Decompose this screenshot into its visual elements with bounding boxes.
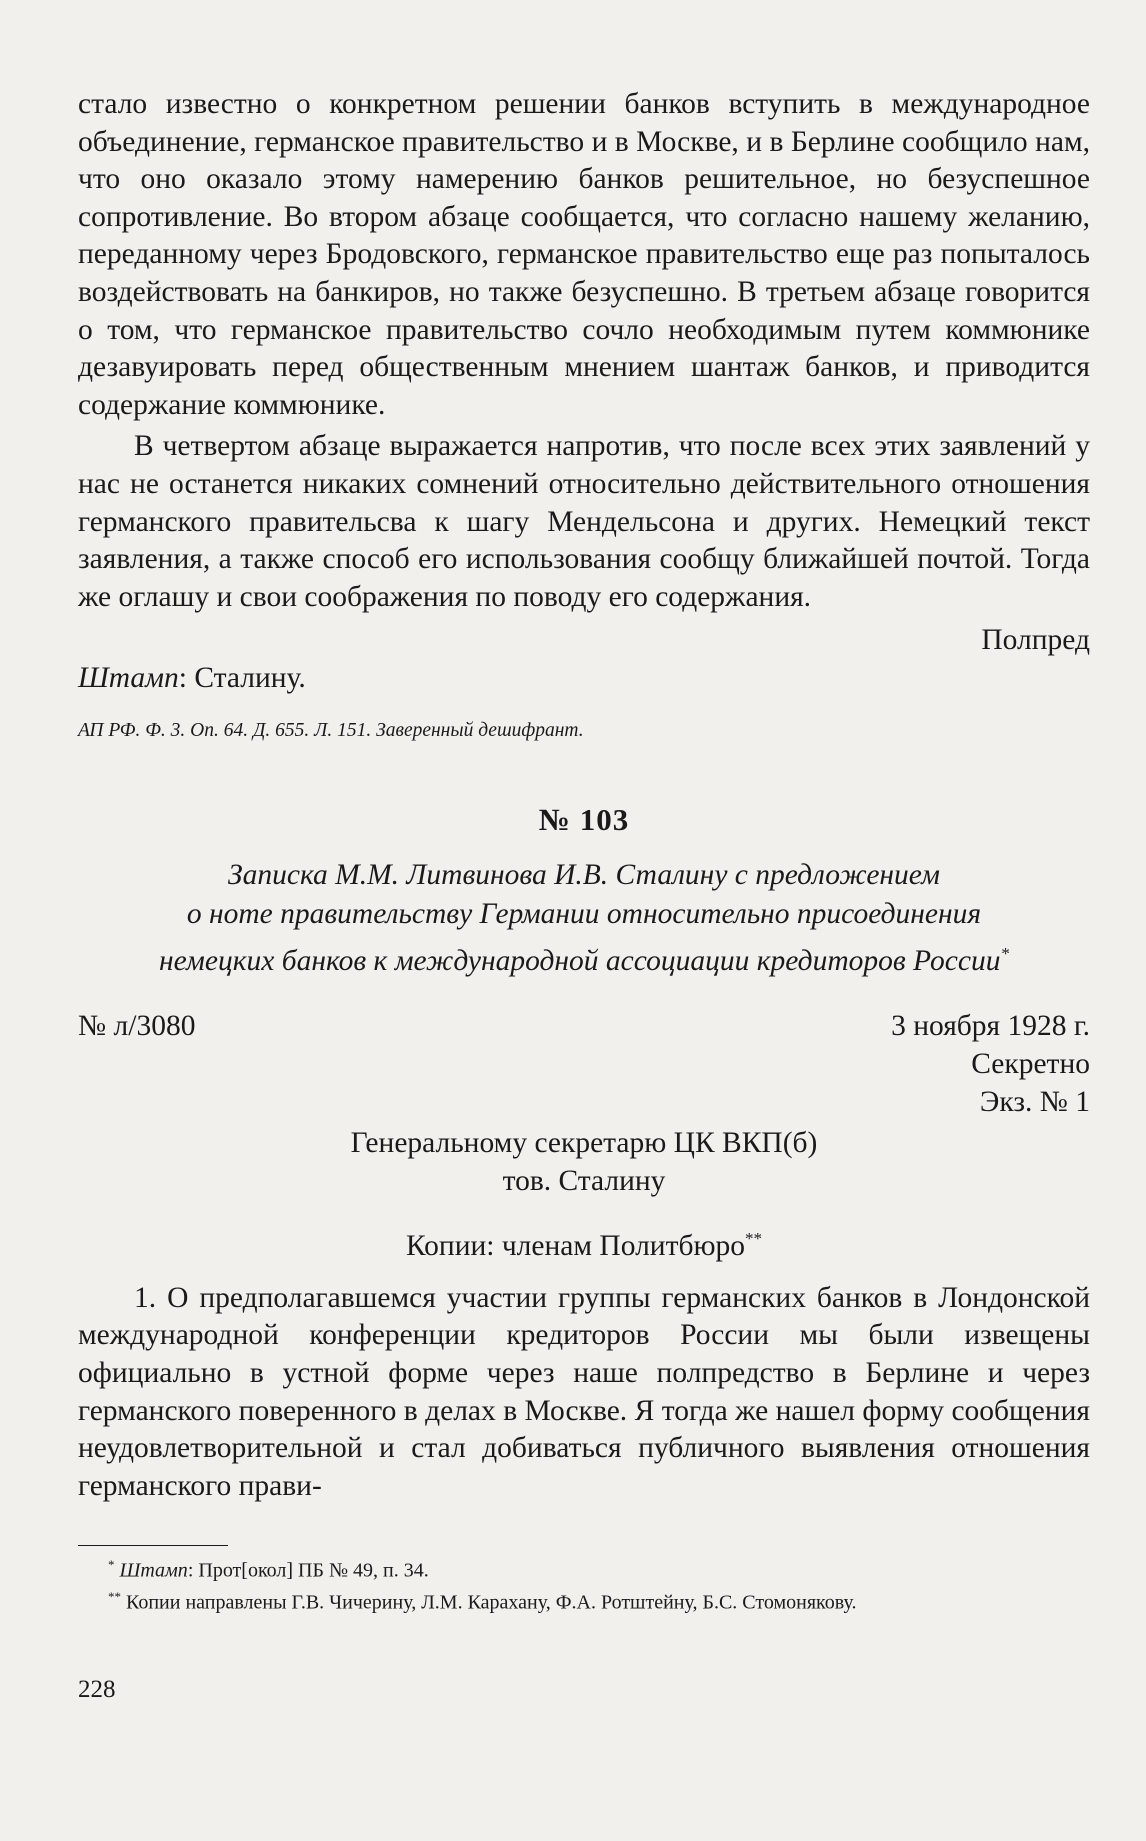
document-title (78, 856, 1090, 981)
footnote-1-text: : Прот[окол] ПБ № 49, п. 34. (187, 1559, 429, 1582)
footnote-1 (78, 1552, 1090, 1584)
footnotes (78, 1545, 1090, 1615)
copies-footnote-mark: ** (745, 1229, 763, 1249)
footnote-rule (78, 1545, 228, 1546)
page-number: 228 (78, 1675, 116, 1703)
archive-reference: АП РФ. Ф. 3. Оп. 64. Д. 655. Л. 151. Заверенный дешифрант. (78, 719, 584, 741)
copy-number: Экз. № 1 (979, 1085, 1090, 1118)
addressee-line-2: тов. Сталину (502, 1164, 666, 1197)
addressee-line-1: Генеральному секретарю ЦК ВКП(б) (350, 1127, 818, 1160)
footnote-2-mark: ** (108, 1588, 121, 1604)
stamp-label: Штамп (78, 661, 179, 694)
stamp-text: : Сталину. (178, 661, 306, 694)
title-line-3-wrap (78, 934, 1090, 981)
registration-number: № л/3080 (78, 1010, 196, 1043)
title-line-1: Записка М.М. Литвинова И.В. Сталину с предложением (228, 858, 940, 891)
signature-polpred: Полпред (981, 624, 1090, 657)
paragraph-point-1: 1. О предполагавшемся участии группы германских банков в Лондонской международной конференции кредиторов России мы были извещены официально в устной форме через наше полпредство в Берлине и через германского поверенного в делах в Москве. Я тогда же нашел форму сообщения неудовлетворительной и стал добиваться публичного выявления отношения германского прави- (78, 1281, 1090, 1502)
footnote-1-label: Штамп (119, 1559, 188, 1582)
stamp-line (78, 660, 1090, 698)
title-line-2: о ноте правительству Германии относительно присоединения (186, 897, 982, 930)
footnote-2-text: Копии направлены Г.В. Чичерину, Л.М. Карахану, Ф.А. Ротштейну, Б.С. Стомонякову. (126, 1591, 857, 1614)
paragraph-continued: стало известно о конкретном решении банков вступить в международное объединение, германское правительство и в Москве, и в Берлине сообщило нам, что оно оказало этому намерению банков решительное, но безуспешное сопротивление. Во втором абзаце сообщается, что согласно нашему желанию, переданному через Бродовского, германское правительство еще раз попыталось воздействовать на банкиров, но также безуспешно. В третьем абзаце говорится о том, что германское правительство сочло необходимым путем коммюнике дезавуировать перед общественным мнением шантаж банков, и приводится содержание коммюнике. (78, 88, 1090, 421)
copies-text: Копии: членам Политбюро (405, 1230, 746, 1263)
copies-line (78, 1220, 1090, 1265)
footnote-2 (78, 1584, 1090, 1616)
title-footnote-mark: * (1000, 943, 1009, 963)
footnote-1-mark: * (108, 1557, 115, 1573)
secrecy-label: Секретно (971, 1047, 1090, 1080)
document-date: 3 ноября 1928 г. (891, 1010, 1090, 1043)
reg-date-row (78, 1008, 1090, 1046)
document-number: № 103 (538, 801, 630, 837)
paragraph-fourth-abzats: В четвертом абзаце выражается напротив, что после всех этих заявлений у нас не останется никаких сомнений относительно действительного отношения германского правительсва к шагу Мендельсона и других. Немецкий текст заявления, а также способ его использования сообщу ближайшей почтой. Тогда же оглашу и свои соображения по поводу его содержания. (78, 430, 1090, 613)
title-line-3: немецких банков к международной ассоциации кредиторов России (159, 944, 1001, 977)
